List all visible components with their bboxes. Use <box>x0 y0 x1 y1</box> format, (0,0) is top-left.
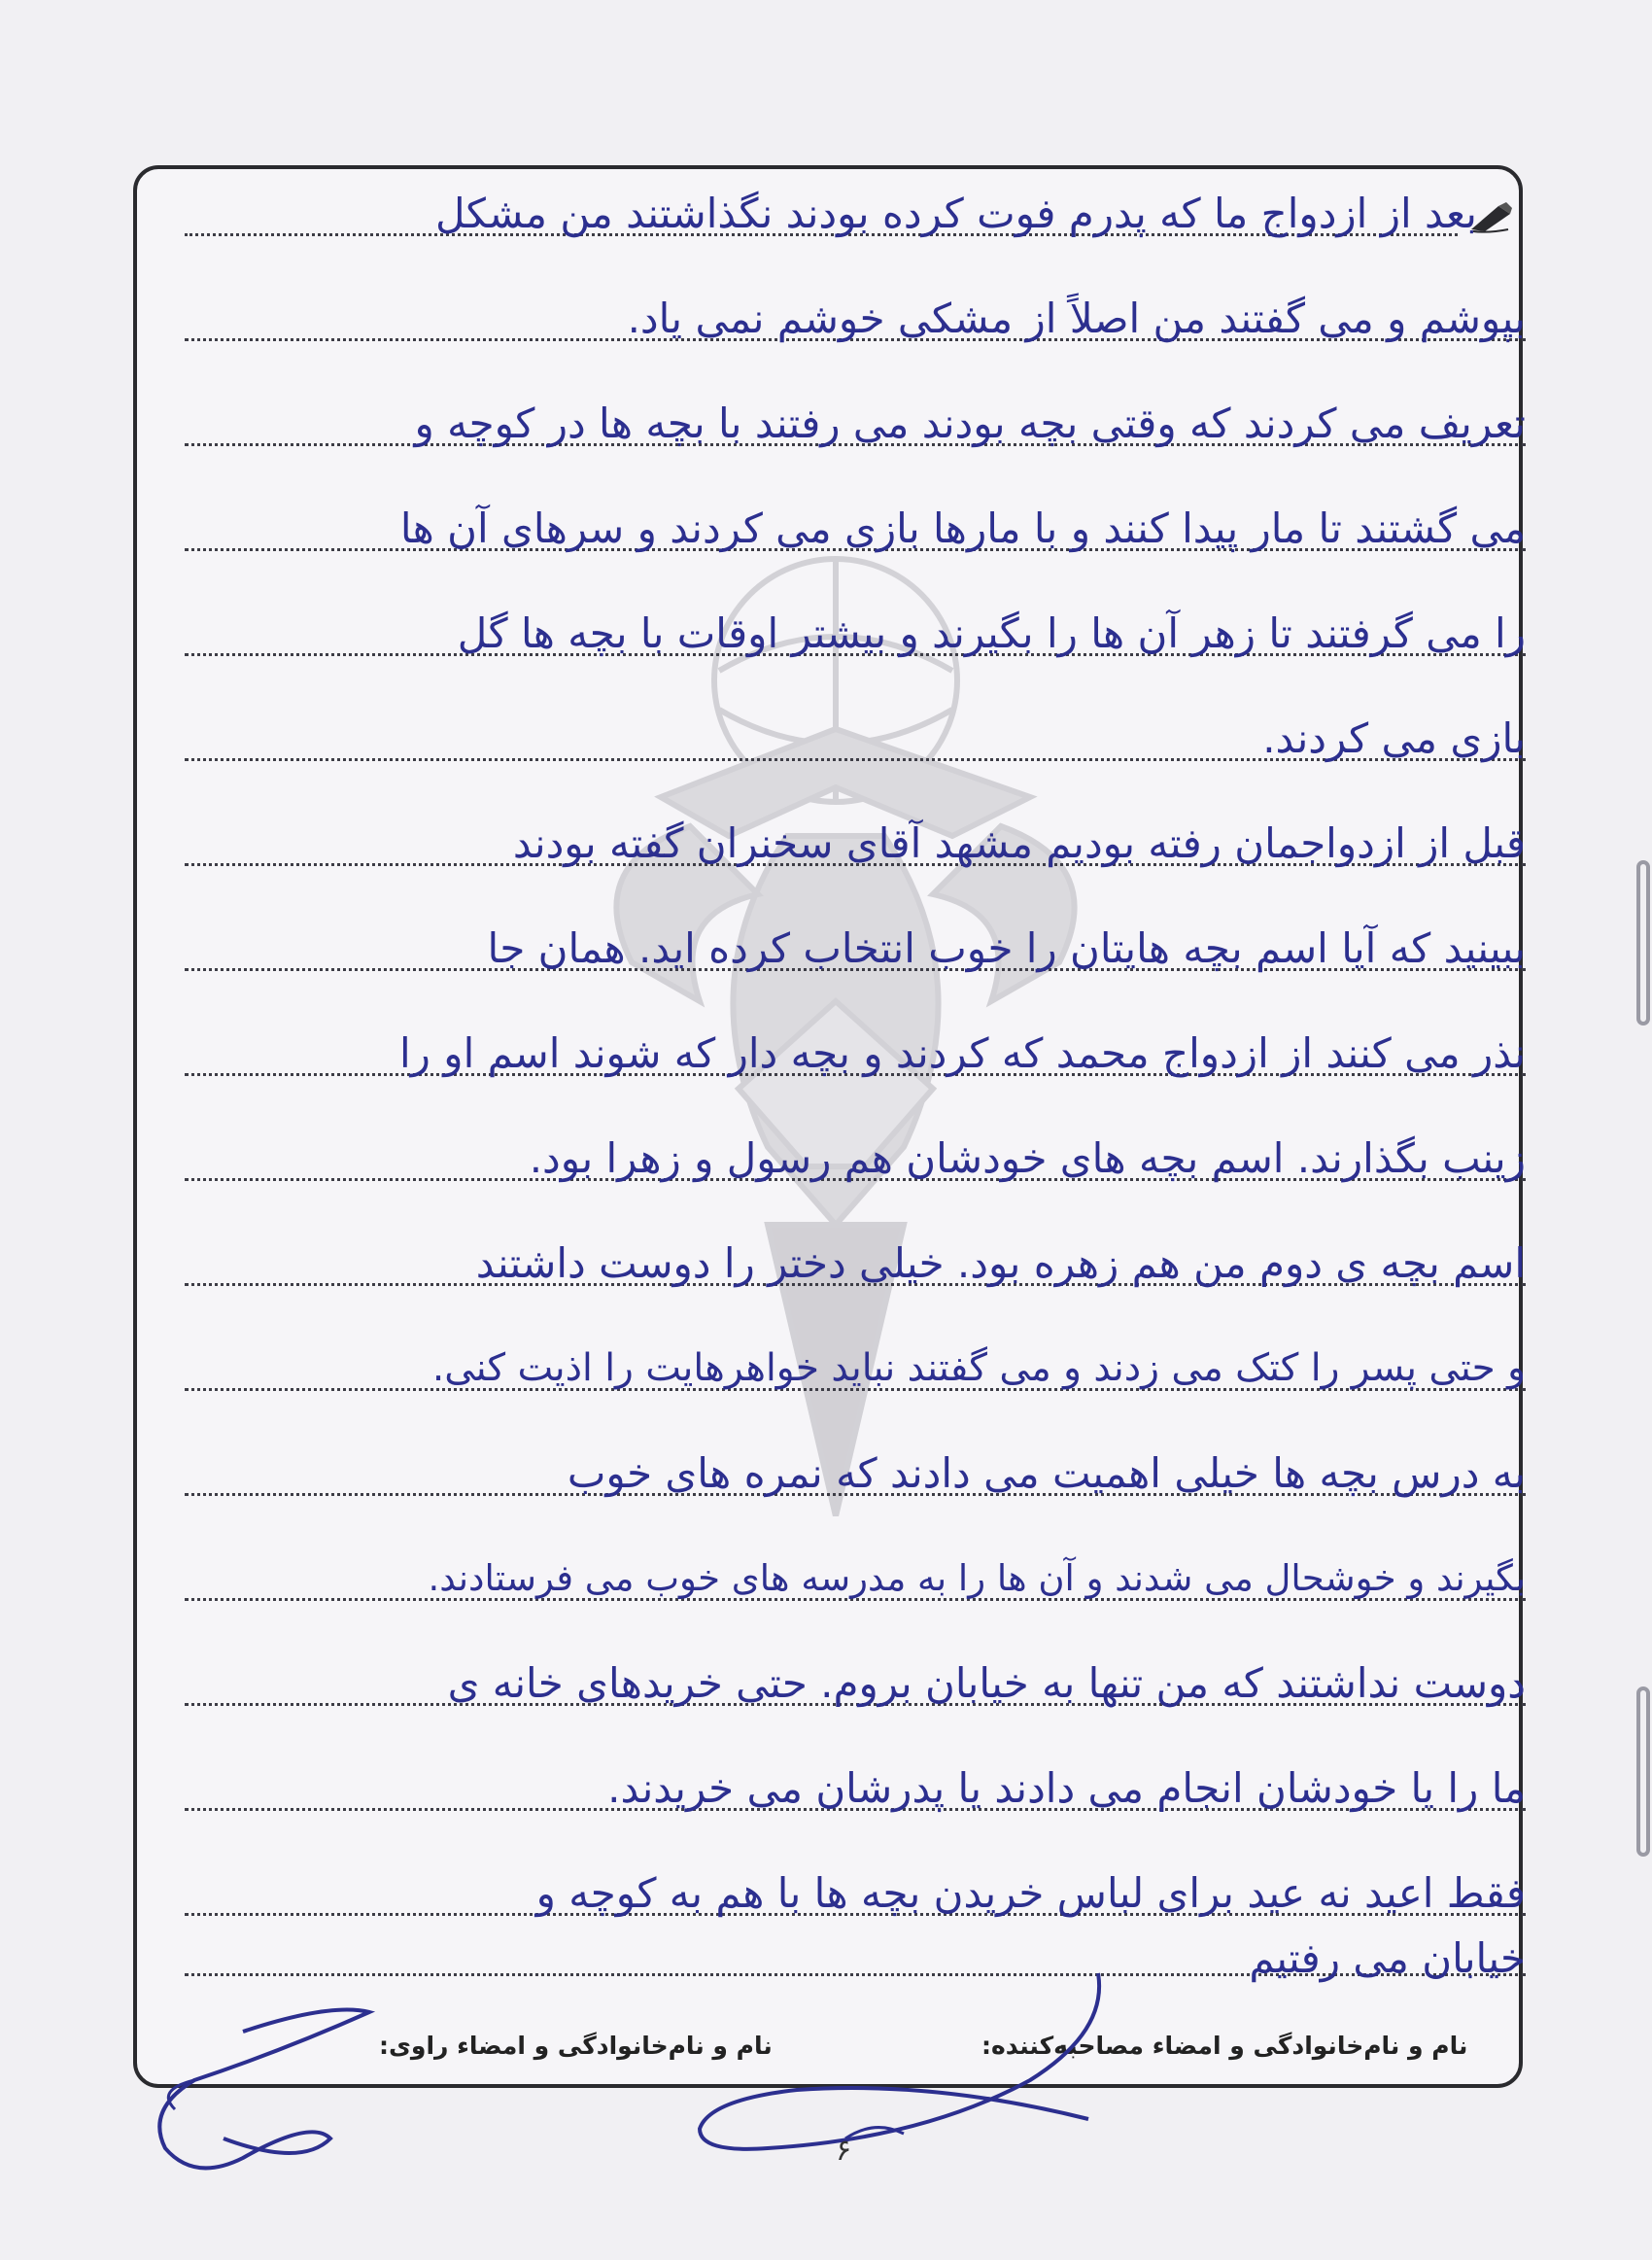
interviewer-signature <box>680 1954 1147 2168</box>
handwritten-line-18: خیابان می رفتیم <box>1249 1934 1526 1982</box>
handwritten-line-12: و حتی پسر را کتک می زدند و می گفتند نباید خواهرهایت را اذیت کنی. <box>431 1346 1526 1390</box>
handwritten-line-6: بازی می کردند. <box>1262 714 1526 762</box>
narrator-signature-label: نام و نام‌خانوادگی و امضاء راوی: <box>379 2032 773 2060</box>
staple-bottom <box>1636 1686 1650 1857</box>
handwritten-line-1: بعد از ازدواج ما که پدرم فوت کرده بودند نگذاشتند من مشکل <box>435 190 1477 237</box>
handwritten-line-11: اسم بچه ی دوم من هم زهره بود. خیلی دختر را دوست داشتند <box>475 1239 1526 1287</box>
handwritten-line-15: دوست نداشتند که من تنها به خیابان بروم. حتی خریدهای خانه ی <box>447 1659 1526 1707</box>
handwritten-line-9: نذر می کنند از ازدواج محمد که کردند و بچه دار که شوند اسم او را <box>399 1029 1526 1077</box>
handwritten-line-5: را می گرفتند تا زهر آن ها را بگیرند و بیشتر اوقات با بچه ها گل <box>457 609 1526 657</box>
handwritten-line-8: ببینید که آیا اسم بچه هایتان را خوب انتخاب کرده اید. همان جا <box>487 924 1526 972</box>
handwritten-line-16: ما را یا خودشان انجام می دادند یا پدرشان می خریدند. <box>607 1764 1526 1812</box>
handwritten-line-7: قبل از ازدواجمان رفته بودیم مشهد آقای سخنران گفته بودند <box>512 819 1526 867</box>
handwritten-line-3: تعریف می کردند که وقتی بچه بودند می رفتند با بچه ها در کوچه و <box>414 400 1526 447</box>
staple-top <box>1636 860 1650 1026</box>
handwritten-line-13: به درس بچه ها خیلی اهمیت می دادند که نمره های خوب <box>567 1449 1526 1497</box>
handwritten-line-2: بپوشم و می گفتند من اصلاً از مشکی خوشم نمی یاد. <box>627 295 1526 342</box>
handwritten-line-14: بگیرند و خوشحال می شدند و آن ها را به مدرسه های خوب می فرستادند. <box>428 1557 1526 1599</box>
interviewer-signature-label: نام و نام‌خانوادگی و امضاء مصاحبه‌کننده: <box>981 2032 1468 2060</box>
handwritten-line-17: فقط اعید نه عید برای لباس خریدن بچه ها با هم به کوچه و <box>535 1869 1526 1917</box>
narrator-signature <box>136 1993 389 2187</box>
handwritten-line-10: زینب بگذارند. اسم بچه های خودشان هم رسول و زهرا بود. <box>529 1134 1526 1182</box>
page-number: ۶ <box>836 2134 852 2168</box>
handwritten-line-4: می گشتند تا مار پیدا کنند و با مارها بازی می کردند و سرهای آن ها <box>399 504 1526 552</box>
